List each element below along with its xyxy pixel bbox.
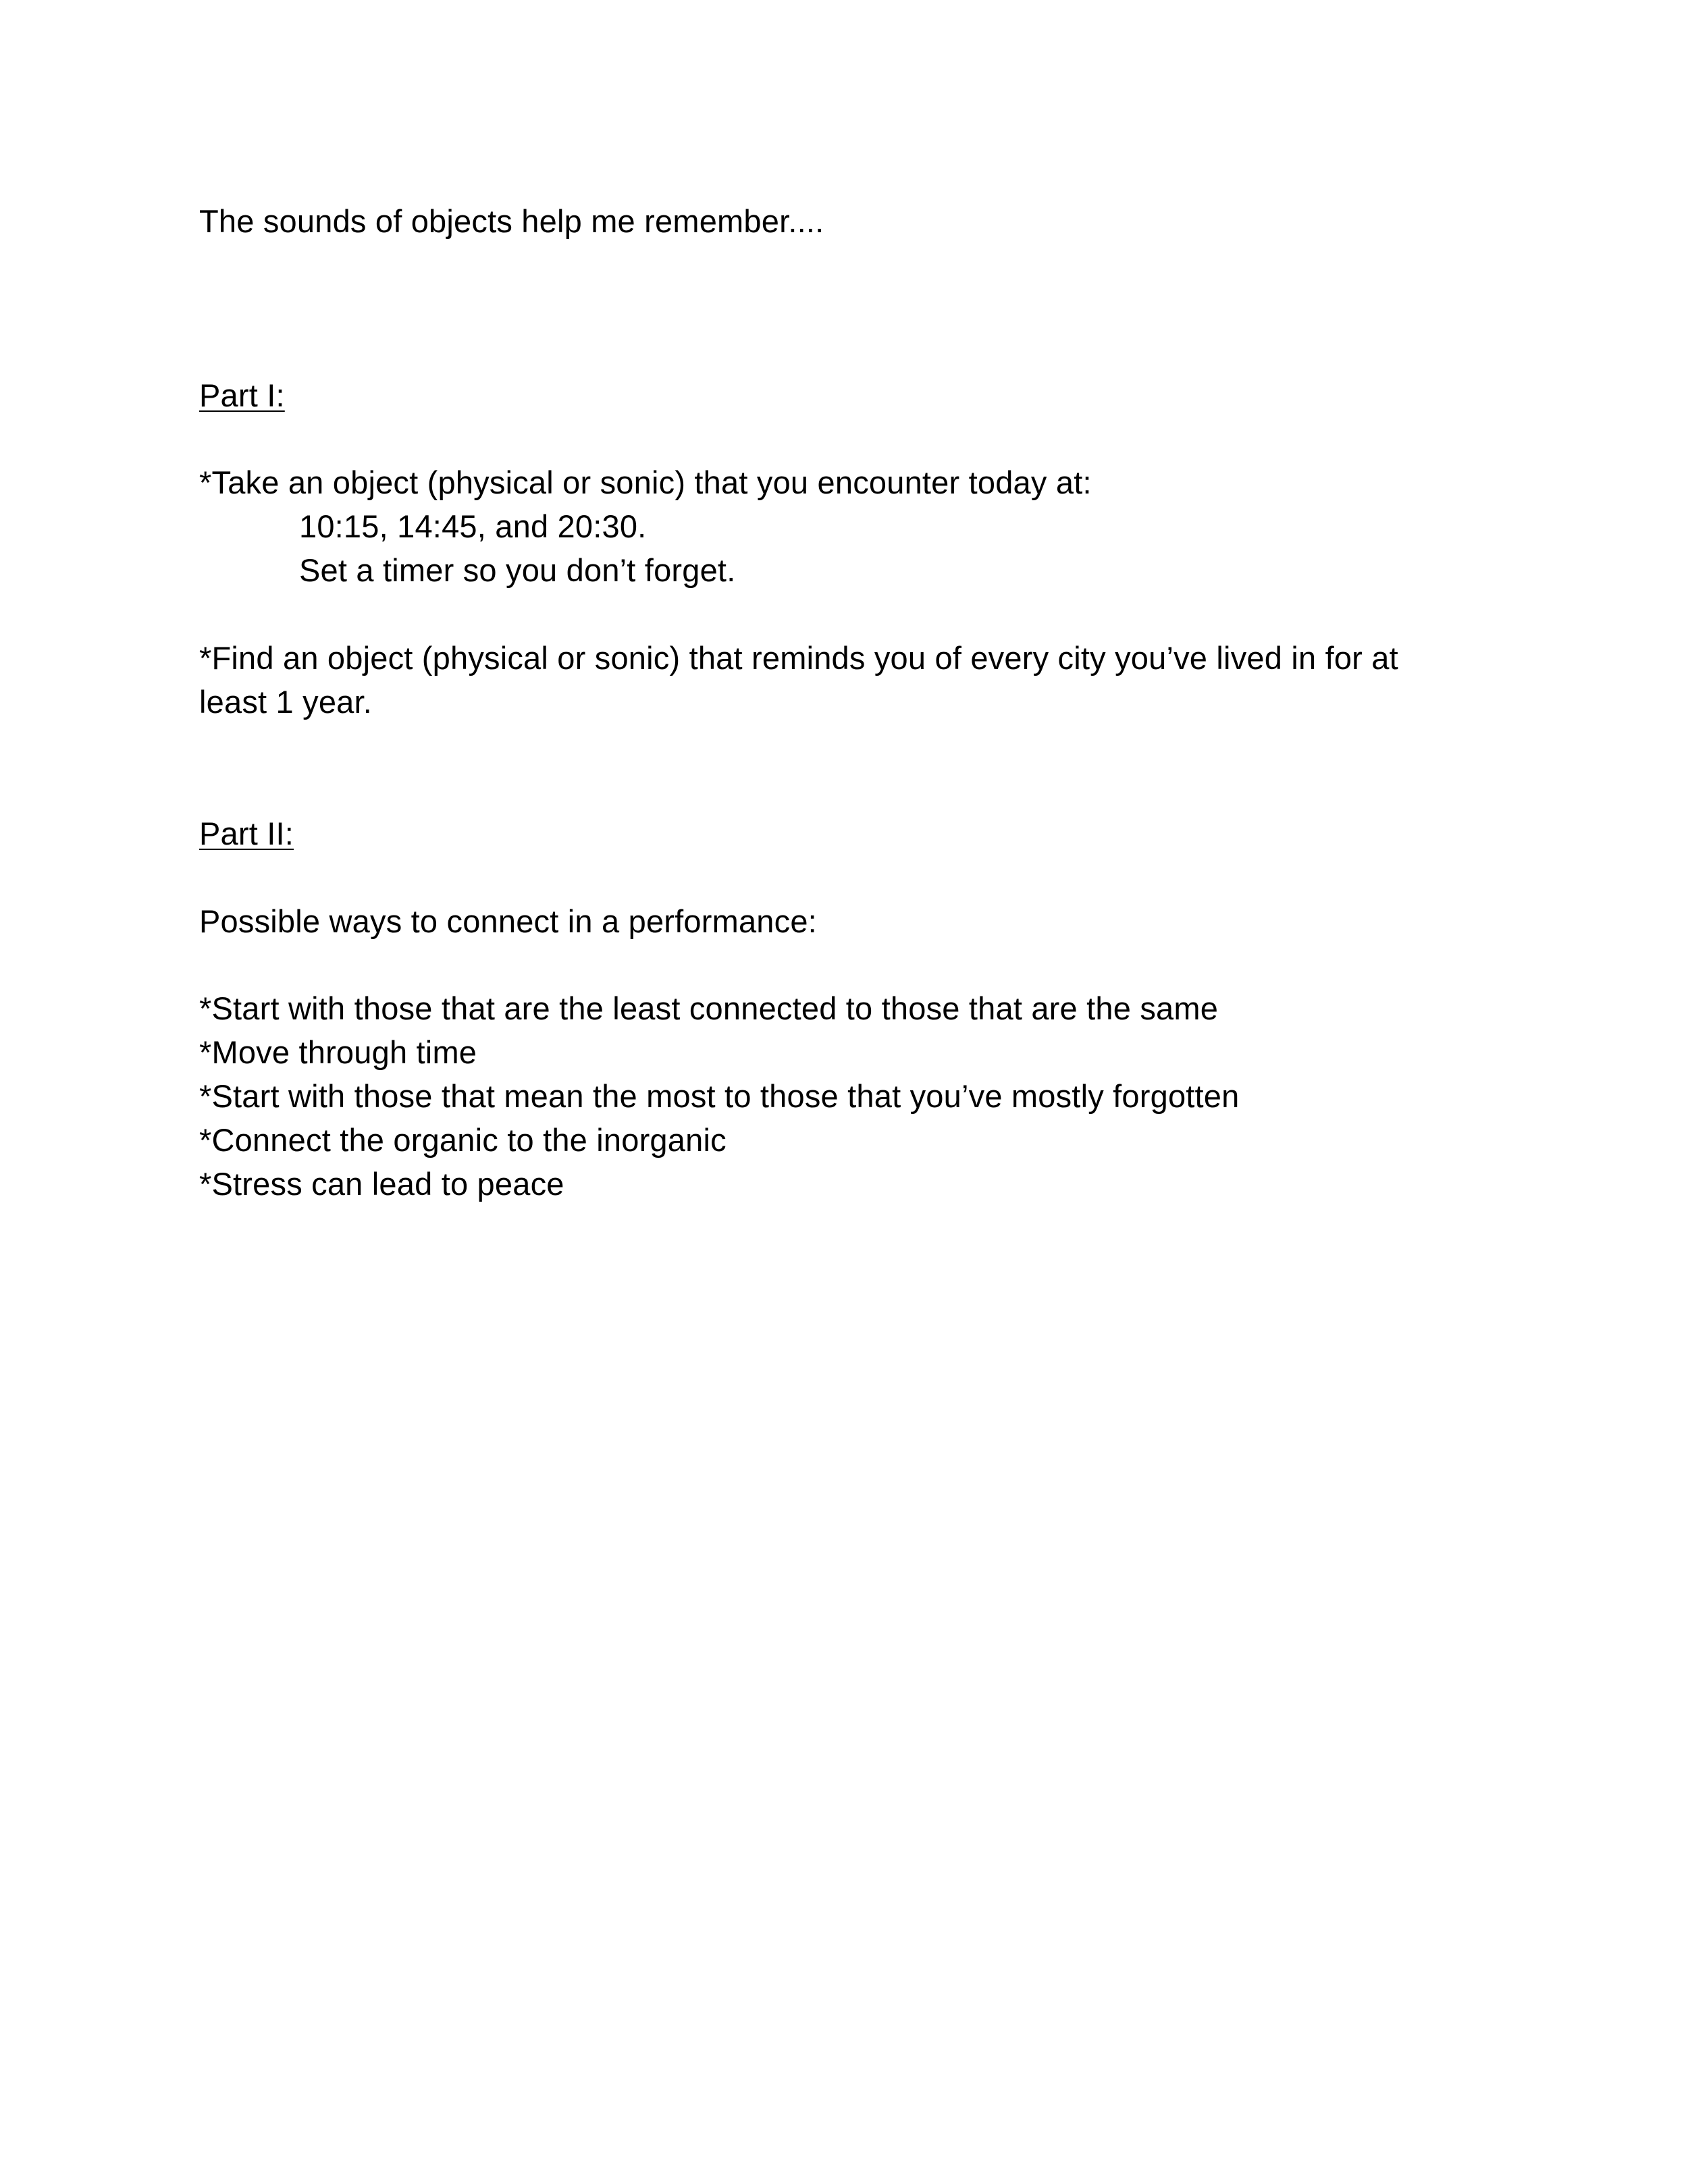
- part-1-item-1-times: 10:15, 14:45, and 20:30.: [299, 508, 647, 544]
- list-item: *Stress can lead to peace: [199, 1166, 564, 1202]
- part-2-heading: Part II:: [199, 816, 294, 851]
- part-1-heading: Part I:: [199, 377, 285, 413]
- intro-text: The sounds of objects help me remember....: [199, 203, 824, 239]
- part-2-intro: Possible ways to connect in a performance:: [199, 903, 817, 939]
- list-item: *Move through time: [199, 1034, 477, 1070]
- part-1-item-1-note: Set a timer so you don’t forget.: [299, 552, 736, 588]
- list-item: *Connect the organic to the inorganic: [199, 1122, 727, 1158]
- part-1-item-2-line-1: *Find an object (physical or sonic) that reminds you of every city you’ve lived in for at: [199, 640, 1398, 676]
- part-1-item-2-line-2: least 1 year.: [199, 684, 373, 720]
- list-item: *Start with those that are the least connected to those that are the same: [199, 990, 1219, 1026]
- list-item: *Start with those that mean the most to those that you’ve mostly forgotten: [199, 1078, 1240, 1114]
- part-1-item-1-line: *Take an object (physical or sonic) that you encounter today at:: [199, 464, 1092, 500]
